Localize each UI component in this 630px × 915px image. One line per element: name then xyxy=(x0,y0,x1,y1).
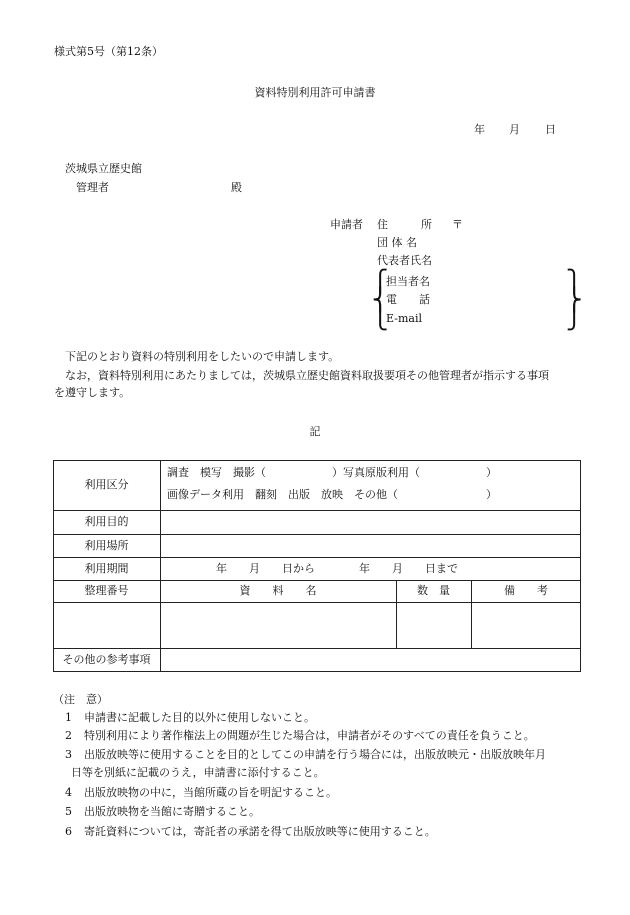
right-bracket-bottom: ⎭ xyxy=(566,306,583,331)
note-text-continuation: 日等を別紙に記載のうえ，申請書に添付すること。 xyxy=(71,766,325,779)
group-name-label: 団 体 名 xyxy=(377,236,417,249)
form-id: 様式第5号（第12条） xyxy=(54,45,163,58)
table-row-line xyxy=(53,510,581,511)
note-number: 1 xyxy=(65,711,72,724)
purpose-label: 利用目的 xyxy=(84,515,129,528)
table-row-line xyxy=(53,557,581,558)
representative-label: 代表者氏名 xyxy=(377,254,432,267)
document-title: 資料特別利用許可申請書 xyxy=(254,86,376,99)
table-row-line xyxy=(53,534,581,535)
email-label: E-mail xyxy=(386,312,422,325)
right-bracket-top: ⎫ xyxy=(566,270,583,295)
usage-type-options-line-1: 調査 模写 撮影（ ）写真原版利用（ ） xyxy=(167,466,497,479)
note-text: 特別利用により著作権法上の問題が生じた場合は，申請者がそのすべての責任を負うこと。 xyxy=(84,729,535,742)
note-text: 出版放映物の中に，当館所蔵の旨を明記すること。 xyxy=(84,786,337,799)
place-label: 利用場所 xyxy=(84,539,129,552)
note-text: 出版放映物を当館に寄贈すること。 xyxy=(84,805,260,818)
left-bracket-bottom: ⎩ xyxy=(372,306,389,331)
note-number: 3 xyxy=(65,748,72,761)
addressee-org: 茨城県立歴史館 xyxy=(65,162,142,175)
contact-person-label: 担当者名 xyxy=(386,275,430,288)
material-name-header: 資 料 名 xyxy=(239,584,317,597)
ki-heading: 記 xyxy=(309,425,321,438)
other-reference-label: その他の参考事項 xyxy=(62,653,151,666)
left-bracket-mid: ⎨ xyxy=(372,288,389,313)
usage-type-label: 利用区分 xyxy=(84,478,129,491)
addressee-honorific: 殿 xyxy=(231,181,242,194)
remarks-header: 備 考 xyxy=(504,584,548,597)
body-paragraph-1: 下記のとおり資料の特別利用をしたいので申請します。 xyxy=(65,350,340,363)
note-number: 6 xyxy=(65,825,72,838)
phone-label: 電 話 xyxy=(386,293,430,306)
period-label: 利用期間 xyxy=(84,562,129,575)
note-text: 申請書に記載した目的以外に使用しないこと。 xyxy=(84,711,315,724)
note-text: 出版放映等に使用することを目的としてこの申請を行う場合には，出版放映元・出版放映年月 xyxy=(84,748,546,761)
table-label-divider xyxy=(160,460,161,672)
period-value: 年 月 日から 年 月 日まで xyxy=(216,562,458,575)
date-day: 日 xyxy=(545,123,556,136)
usage-type-options-line-2: 画像データ利用 翻刻 出版 放映 その他（ ） xyxy=(167,488,497,501)
note-number: 2 xyxy=(65,729,72,742)
table-row-line xyxy=(53,580,581,581)
address-label: 住 所 xyxy=(377,218,432,231)
body-paragraph-2-line-1: なお，資料特別利用にあたりましては，茨城県立歴史館資料取扱要項その他管理者が指示する事項 xyxy=(65,369,549,382)
notes-heading: （注 意） xyxy=(53,693,108,706)
date-month: 月 xyxy=(509,123,520,136)
left-bracket-top: ⎧ xyxy=(372,270,389,295)
postal-mark: 〒 xyxy=(452,218,463,231)
date-year: 年 xyxy=(474,123,485,136)
right-bracket-mid: ⎬ xyxy=(566,288,583,313)
number-header: 整理番号 xyxy=(84,584,129,597)
table-row-line xyxy=(53,602,581,603)
note-number: 4 xyxy=(65,786,72,799)
quantity-header: 数 量 xyxy=(417,584,450,597)
body-paragraph-2-line-2: を遵守します。 xyxy=(54,386,131,399)
table-row-line xyxy=(53,648,581,649)
note-text: 寄託資料については，寄託者の承諾を得て出版放映等に使用すること。 xyxy=(84,825,436,838)
note-number: 5 xyxy=(65,805,72,818)
applicant-label: 申請者 xyxy=(330,218,363,231)
addressee-role: 管理者 xyxy=(76,181,109,194)
